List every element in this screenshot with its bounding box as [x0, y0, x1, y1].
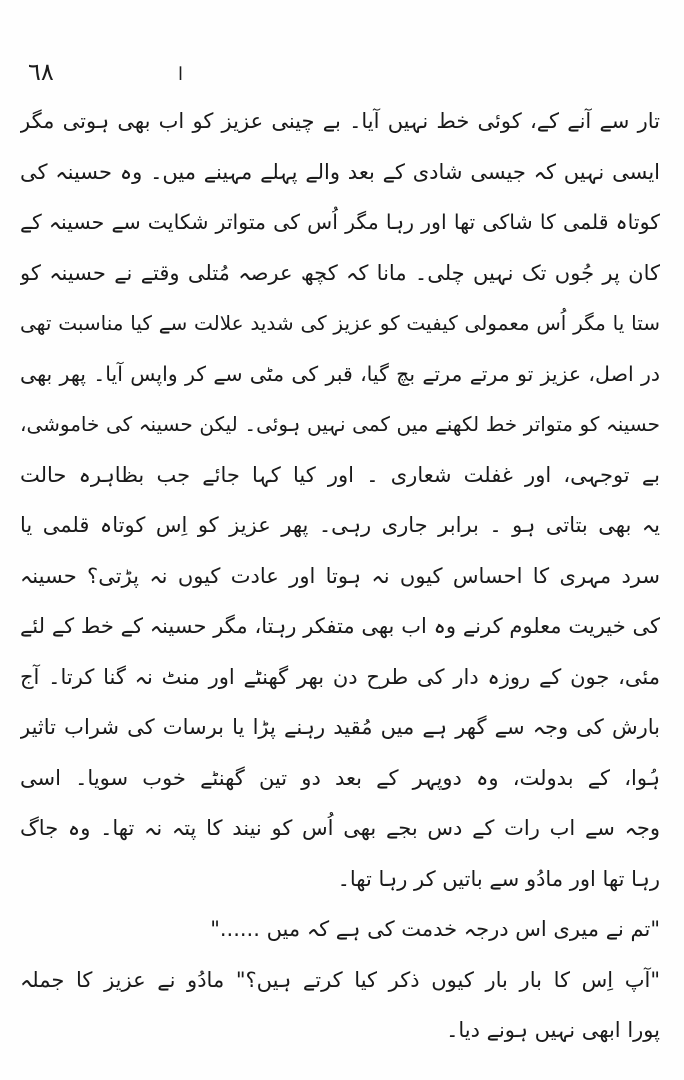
- body-text: [20, 96, 660, 1056]
- text-line: رہا تھا اور مادُو سے باتیں کر رہا تھا۔: [337, 866, 660, 891]
- text-line: سرد مہری کا احساس کیوں نہ ہوتا اور عادت کیوں نہ پڑتی؟ حسینہ: [20, 563, 660, 588]
- text-line: حسینہ کو متواتر خط لکھنے میں کمی نہیں ہوئی۔ لیکن حسینہ کی خاموشی،: [20, 412, 660, 436]
- text-line: ستا یا مگر اُس معمولی کیفیت کو عزیز کی شدید علالت سے کیا مناسبت تھی: [20, 311, 660, 335]
- page-number: ٦٨: [28, 58, 54, 86]
- text-line: ہُوا، کے بدولت، وہ دوپہر کے بعد دو تین گھنٹے خوب سویا۔ اسی: [20, 765, 660, 790]
- text-line: بارش کی وجہ سے گھر ہے میں مُقید رہنے پڑا یا برسات کی شراب تاثیر: [20, 715, 660, 739]
- text-line: ایسی نہیں کہ جیسی شادی کے بعد والے پہلے مہینے میں۔ وہ حسینہ کی: [20, 159, 660, 184]
- text-line: کی خیریت معلوم کرنے وہ اب بھی متفکر رہتا، مگر حسینہ کے خط کے لئے: [20, 614, 660, 638]
- text-line: بے توجہی، اور غفلت شعاری ۔ اور کیا کہا جائے جب بظاہرہ حالت: [20, 462, 660, 487]
- text-line: وجہ سے اب رات کے دس بجے بھی اُس کو نیند کا پتہ نہ تھا۔ وہ جاگ: [20, 816, 660, 840]
- text-line: در اصل، عزیز تو مرتے مرتے بچ گیا، قبر کی مٹی سے کر واپس آیا۔ پھر بھی: [20, 361, 660, 386]
- dialogue-line: "آپ اِس کا بار بار کیوں ذکر کیا کرتے ہیں؟" مادُو نے عزیز کا جملہ: [20, 967, 660, 992]
- dialogue-line: "تم نے میری اس درجہ خدمت کی ہے کہ میں ......": [210, 917, 660, 941]
- text-line: کوتاہ قلمی کا شاکی تھا اور رہا مگر اُس کی متواتر شکایت سے حسینہ کے: [20, 210, 660, 234]
- text-line: مئی، جون کے روزہ دار کی طرح دن بھر گھنٹے اور منٹ نہ گنا کرتا۔ آج: [20, 664, 660, 689]
- text-line: پورا ابھی نہیں ہونے دیا۔: [446, 1018, 660, 1042]
- text-line: یہ بھی بتاتی ہو ۔ برابر جاری رہی۔ پھر عزیز کو اِس کوتاہ قلمی یا: [20, 513, 660, 537]
- text-line: تار سے آنے کے، کوئی خط نہیں آیا۔ بے چینی عزیز کو اب بھی ہوتی مگر: [20, 109, 660, 133]
- margin-mark: ا: [178, 64, 184, 85]
- text-line: کان پر جُوں تک نہیں چلی۔ مانا کہ کچھ عرصہ مُتلی وقتے نے حسینہ کو: [20, 260, 660, 285]
